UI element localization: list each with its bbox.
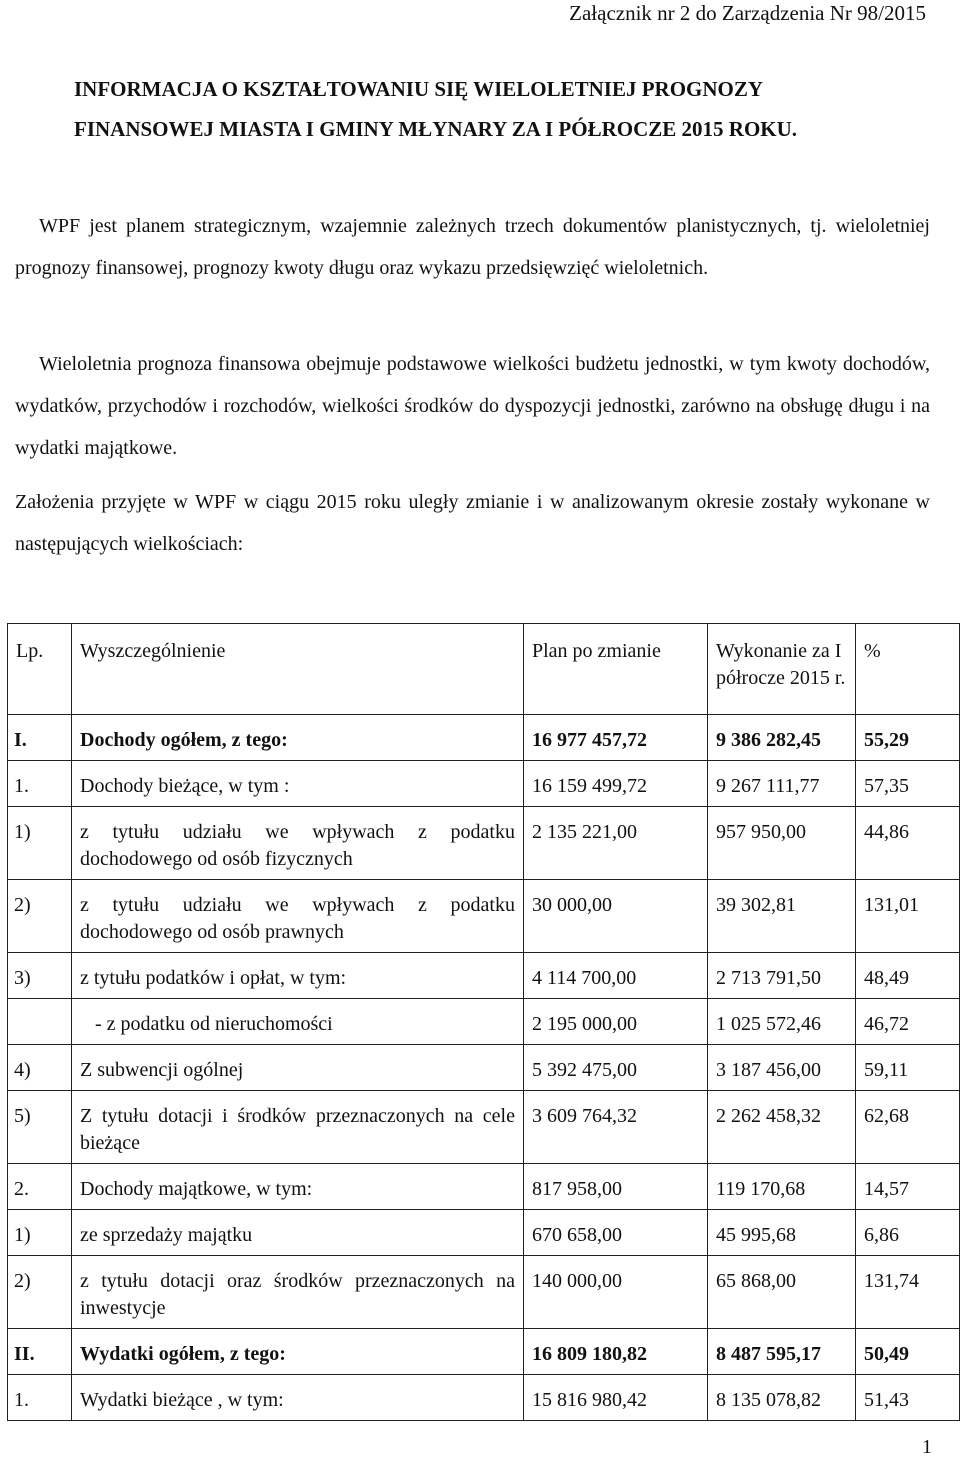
table-row — [8, 715, 960, 761]
row-description: Dochody majątkowe, w tym: — [72, 1164, 524, 1210]
row-percent: 55,29 — [856, 715, 960, 761]
row-percent: 59,11 — [856, 1045, 960, 1091]
row-description: Z subwencji ogólnej — [72, 1045, 524, 1091]
row-description: Z tytułu dotacji i środków przeznaczonych na cele bieżące — [72, 1091, 524, 1164]
header-description: Wyszczególnienie — [72, 624, 524, 715]
table-row — [8, 1164, 960, 1210]
row-execution: 957 950,00 — [708, 807, 856, 880]
row-percent: 131,01 — [856, 880, 960, 953]
header-percent: % — [856, 624, 960, 715]
row-lp: 1) — [8, 1210, 72, 1256]
row-plan: 140 000,00 — [524, 1256, 708, 1329]
row-plan: 15 816 980,42 — [524, 1375, 708, 1421]
table-row — [8, 1375, 960, 1421]
row-description: z tytułu podatków i opłat, w tym: — [72, 953, 524, 999]
row-execution: 2 262 458,32 — [708, 1091, 856, 1164]
row-execution: 9 267 111,77 — [708, 761, 856, 807]
row-description: z tytułu dotacji oraz środków przeznaczonych na inwestycje — [72, 1256, 524, 1329]
paragraph-wpf-definition: WPF jest planem strategicznym, wzajemnie zależnych trzech dokumentów planistycznych, tj. wieloletniej prognozy finansowej, prognozy kwoty długu oraz wykazu przedsięwzięć wieloletnich. — [15, 215, 930, 279]
row-percent: 131,74 — [856, 1256, 960, 1329]
row-plan: 3 609 764,32 — [524, 1091, 708, 1164]
row-lp: 1. — [8, 1375, 72, 1421]
row-lp: I. — [8, 715, 72, 761]
paragraph-wpf-scope: Wieloletnia prognoza finansowa obejmuje podstawowe wielkości budżetu jednostki, w tym kwoty dochodów, wydatków, przychodów i rozchodów, wielkości środków do dyspozycji jednostki, zarówno na obsługę długu i na wydatki majątkowe. — [15, 353, 930, 459]
row-lp: 1) — [8, 807, 72, 880]
header-plan: Plan po zmianie — [524, 624, 708, 715]
row-percent: 14,57 — [856, 1164, 960, 1210]
table-row — [8, 807, 960, 880]
row-percent: 62,68 — [856, 1091, 960, 1164]
title-line-1: INFORMACJA O KSZTAŁTOWANIU SIĘ WIELOLETNIEJ PROGNOZY — [74, 77, 764, 101]
row-lp: II. — [8, 1329, 72, 1375]
row-plan: 16 809 180,82 — [524, 1329, 708, 1375]
row-execution: 45 995,68 — [708, 1210, 856, 1256]
row-execution: 8 135 078,82 — [708, 1375, 856, 1421]
row-plan: 2 195 000,00 — [524, 999, 708, 1045]
row-description: z tytułu udziału we wpływach z podatku dochodowego od osób prawnych — [72, 880, 524, 953]
table-row — [8, 1091, 960, 1164]
paragraph-wpf-changes: Założenia przyjęte w WPF w ciągu 2015 roku uległy zmianie i w analizowanym okresie zostały wykonane w następujących wielkościach: — [15, 491, 930, 555]
row-description: z tytułu udziału we wpływach z podatku dochodowego od osób fizycznych — [72, 807, 524, 880]
row-percent: 6,86 — [856, 1210, 960, 1256]
table-row — [8, 953, 960, 999]
row-description: Wydatki ogółem, z tego: — [72, 1329, 524, 1375]
row-plan: 16 159 499,72 — [524, 761, 708, 807]
row-percent: 48,49 — [856, 953, 960, 999]
row-execution: 2 713 791,50 — [708, 953, 856, 999]
row-lp: 2. — [8, 1164, 72, 1210]
row-execution: 65 868,00 — [708, 1256, 856, 1329]
row-lp: 2) — [8, 1256, 72, 1329]
row-description: Dochody ogółem, z tego: — [72, 715, 524, 761]
table-row — [8, 1329, 960, 1375]
row-execution: 3 187 456,00 — [708, 1045, 856, 1091]
annex-reference: Załącznik nr 2 do Zarządzenia Nr 98/2015 — [569, 1, 926, 25]
row-execution: 8 487 595,17 — [708, 1329, 856, 1375]
header-lp: Lp. — [8, 624, 72, 715]
row-lp: 3) — [8, 953, 72, 999]
row-lp: 4) — [8, 1045, 72, 1091]
header-execution: Wykonanie za I półrocze 2015 r. — [708, 624, 856, 715]
row-description: ze sprzedaży majątku — [72, 1210, 524, 1256]
table-row — [8, 761, 960, 807]
table-header-row — [8, 624, 960, 715]
row-execution: 9 386 282,45 — [708, 715, 856, 761]
row-plan: 670 658,00 — [524, 1210, 708, 1256]
title-line-2: FINANSOWEJ MIASTA I GMINY MŁYNARY ZA I PÓŁROCZE 2015 ROKU. — [74, 117, 798, 141]
table-row — [8, 880, 960, 953]
row-percent: 57,35 — [856, 761, 960, 807]
row-lp: 1. — [8, 761, 72, 807]
row-description: - z podatku od nieruchomości — [72, 999, 524, 1045]
table-row — [8, 1045, 960, 1091]
row-percent: 44,86 — [856, 807, 960, 880]
row-plan: 817 958,00 — [524, 1164, 708, 1210]
wpf-table — [7, 623, 960, 1421]
row-percent: 51,43 — [856, 1375, 960, 1421]
row-lp: 5) — [8, 1091, 72, 1164]
row-plan: 4 114 700,00 — [524, 953, 708, 999]
page-number: 1 — [922, 1436, 932, 1458]
row-execution: 1 025 572,46 — [708, 999, 856, 1045]
row-description: Wydatki bieżące , w tym: — [72, 1375, 524, 1421]
table-row — [8, 999, 960, 1045]
row-lp — [8, 999, 72, 1045]
row-lp: 2) — [8, 880, 72, 953]
document-title — [74, 75, 914, 155]
row-plan: 30 000,00 — [524, 880, 708, 953]
row-plan: 2 135 221,00 — [524, 807, 708, 880]
row-execution: 119 170,68 — [708, 1164, 856, 1210]
row-execution: 39 302,81 — [708, 880, 856, 953]
row-plan: 16 977 457,72 — [524, 715, 708, 761]
row-percent: 46,72 — [856, 999, 960, 1045]
table-row — [8, 1210, 960, 1256]
row-percent: 50,49 — [856, 1329, 960, 1375]
table-row — [8, 1256, 960, 1329]
row-plan: 5 392 475,00 — [524, 1045, 708, 1091]
row-description: Dochody bieżące, w tym : — [72, 761, 524, 807]
